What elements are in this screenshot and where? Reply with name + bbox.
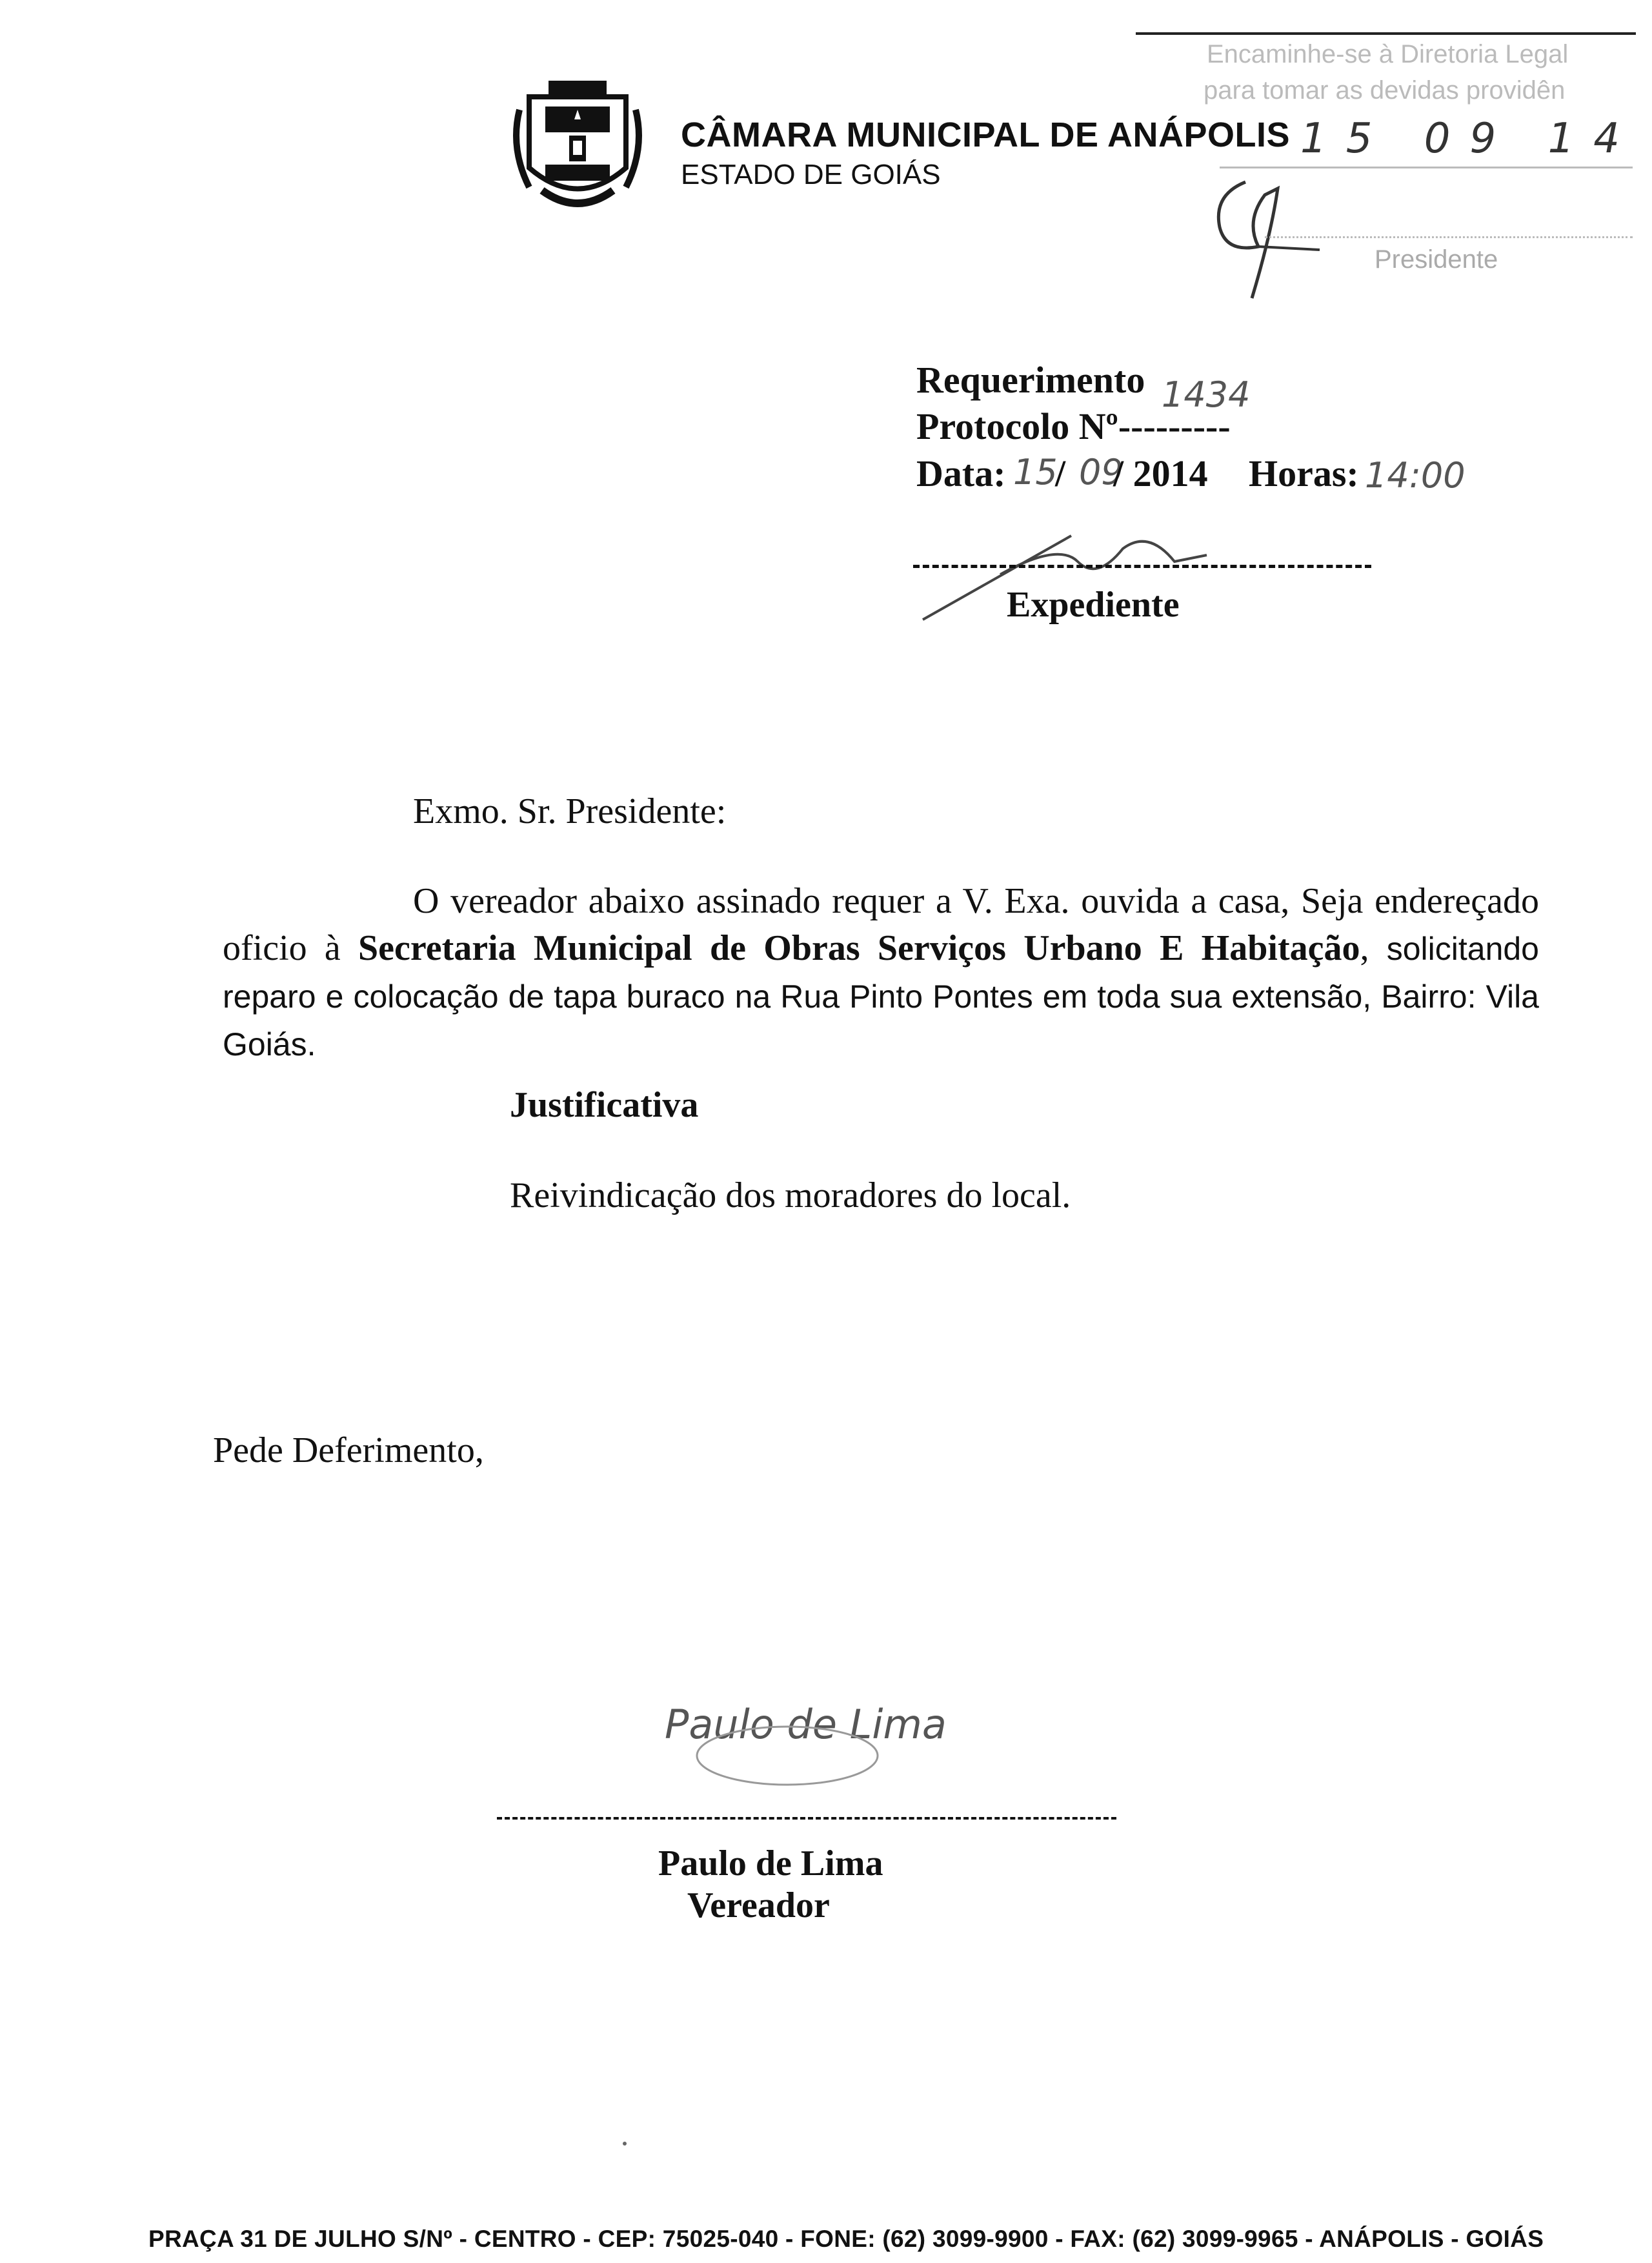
- expediente-label: Expediente: [1007, 585, 1180, 625]
- request-text-intro: O vereador abaixo assinado requer a V. Exa. ouvida a casa, Seja endereçado oficio à: [223, 881, 1539, 968]
- expediente-signature-line: [913, 565, 1371, 568]
- stamp-signature-line: [1265, 236, 1633, 239]
- data-year: / 2014: [1113, 452, 1208, 494]
- data-separator: /: [1055, 452, 1066, 494]
- signer-role: Vereador: [687, 1885, 830, 1925]
- coat-of-arms-logo: [510, 71, 645, 219]
- requerimento-label: Requerimento: [916, 359, 1145, 401]
- horas-value: 14:00: [1365, 455, 1466, 496]
- stamp-date: 15 09 14: [1300, 115, 1639, 163]
- data-month: 09: [1079, 452, 1123, 492]
- request-paragraph: [223, 878, 1539, 1068]
- protocolo-label: Protocolo Nº---------: [916, 405, 1231, 447]
- stamp-divider: [1136, 32, 1636, 35]
- closing: Pede Deferimento,: [213, 1430, 484, 1470]
- handwritten-signature: Paulo de Lima: [665, 1701, 947, 1748]
- request-text-details: solicitando reparo e colocação de tapa buraco na Rua Pinto Pontes em toda sua extensão, Bairro: Vila Goiás.: [223, 931, 1539, 1062]
- stray-mark: [623, 2142, 627, 2146]
- requerimento-number: 1434: [1162, 374, 1251, 415]
- stamp-date-line: [1220, 167, 1633, 168]
- org-state: ESTADO DE GOIÁS: [681, 159, 941, 190]
- justificativa-text: Reivindicação dos moradores do local.: [510, 1175, 1071, 1215]
- data-day: 15: [1013, 452, 1058, 492]
- signature-stamp: [690, 1720, 884, 1791]
- stamp-role: Presidente: [1375, 245, 1498, 274]
- stamp-instruction-line2: para tomar as devidas providên: [1204, 76, 1566, 105]
- salutation: Exmo. Sr. Presidente:: [413, 791, 727, 831]
- signature-line: [497, 1817, 1116, 1820]
- request-text-comma: ,: [1360, 928, 1387, 968]
- secretariat-name: Secretaria Municipal de Obras Serviços Urbano E Habitação: [358, 928, 1360, 968]
- signer-name: Paulo de Lima: [658, 1843, 883, 1883]
- horas-label: Horas:: [1249, 452, 1359, 494]
- footer-address: PRAÇA 31 DE JULHO S/Nº - CENTRO - CEP: 75025-040 - FONE: (62) 3099-9900 - FAX: (62) 3099-9965 - ANÁPOLIS - GOIÁS: [148, 2226, 1544, 2252]
- stamp-instruction-line1: Encaminhe-se à Diretoria Legal: [1207, 40, 1569, 68]
- data-label: Data:: [916, 452, 1006, 494]
- org-name: CÂMARA MUNICIPAL DE ANÁPOLIS: [681, 116, 1290, 154]
- justificativa-heading: Justificativa: [510, 1085, 699, 1125]
